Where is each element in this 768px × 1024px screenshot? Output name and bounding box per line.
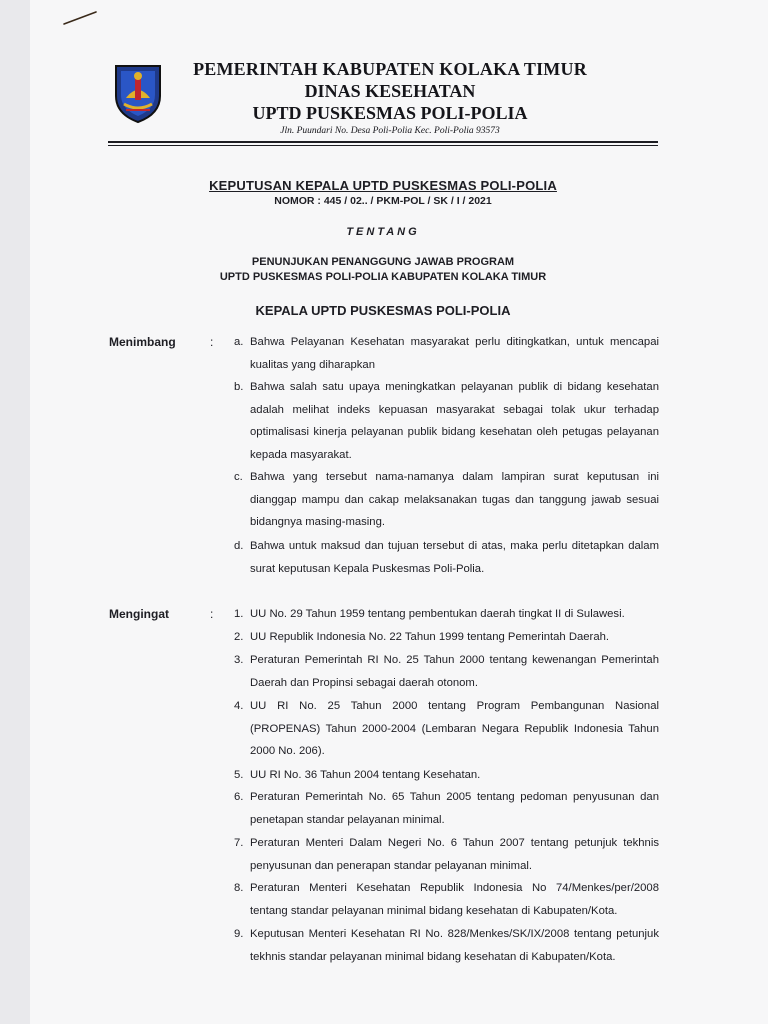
- list-text: Peraturan Pemerintah No. 65 Tahun 2005 tentang pedoman penyusunan dan penetapan standar pelayanan minimal.: [250, 791, 659, 826]
- letterhead-government: PEMERINTAH KABUPATEN KOLAKA TIMUR: [193, 59, 587, 79]
- decree-subject-line2: UPTD PUSKESMAS POLI-POLIA KABUPATEN KOLAKA TIMUR: [219, 271, 547, 283]
- list-text: Peraturan Menteri Dalam Negeri No. 6 Tahun 2007 tentang petunjuk tekhnis penyusunan dan penerapan standar pelayanan minimal.: [250, 837, 659, 872]
- list-item: [234, 376, 659, 466]
- list-item: [234, 466, 659, 534]
- list-marker: d.: [234, 540, 244, 552]
- list-text: UU RI No. 25 Tahun 2000 tentang Program Pembangunan Nasional (PROPENAS) Tahun 2000-2004 (Lembaran Negara Republik Indonesia Tahun 2000 No. 206).: [250, 700, 659, 757]
- menimbang-label: Menimbang: [109, 335, 176, 349]
- list-item: [234, 764, 659, 787]
- list-item: [234, 832, 659, 877]
- letterhead-divider-thin: [108, 145, 658, 146]
- list-marker: 6.: [234, 791, 244, 803]
- list-text: Bahwa yang tersebut nama-namanya dalam lampiran surat keputusan ini dianggap mampu dan cakap melaksanakan tugas dan tanggung jawab sesuai bidangnya masing-masing.: [250, 471, 659, 528]
- list-item: [234, 877, 659, 922]
- list-marker: 5.: [234, 769, 244, 781]
- list-text: UU Republik Indonesia No. 22 Tahun 1999 tentang Pemerintah Daerah.: [250, 631, 610, 643]
- list-text: Peraturan Menteri Kesehatan Republik Indonesia No 74/Menkes/per/2008 tentang standar pelayanan minimal bidang kesehatan di Kabupaten/Kota.: [250, 882, 659, 917]
- list-item: [234, 649, 659, 694]
- decree-title: KEPUTUSAN KEPALA UPTD PUSKESMAS POLI-POLIA: [209, 178, 557, 193]
- list-marker: 1.: [234, 608, 244, 620]
- list-text: UU No. 29 Tahun 1959 tentang pembentukan daerah tingkat II di Sulawesi.: [250, 608, 625, 620]
- list-text: Keputusan Menteri Kesehatan RI No. 828/Menkes/SK/IX/2008 tentang petunjuk tekhnis standar pelayanan minimal bidang kesehatan di Kabupaten/Kota.: [250, 928, 659, 963]
- letterhead-department: DINAS KESEHATAN: [304, 81, 476, 101]
- kolaka-timur-emblem-icon: [112, 62, 164, 124]
- decree-issuer: KEPALA UPTD PUSKESMAS POLI-POLIA: [255, 303, 511, 318]
- list-item: [234, 535, 659, 580]
- list-marker: a.: [234, 336, 244, 348]
- list-text: Bahwa untuk maksud dan tujuan tersebut di atas, maka perlu ditetapkan dalam surat keputusan Kepala Puskesmas Poli-Polia.: [250, 540, 659, 575]
- mengingat-colon: :: [210, 607, 214, 621]
- list-marker: b.: [234, 381, 244, 393]
- pen-stroke-mark: [62, 8, 102, 28]
- list-item: [234, 331, 659, 376]
- list-item: [234, 603, 659, 626]
- list-marker: c.: [234, 471, 243, 483]
- letterhead-divider: [108, 141, 658, 143]
- decree-about-label: TENTANG: [346, 226, 420, 238]
- list-text: Peraturan Pemerintah RI No. 25 Tahun 2000 tentang kewenangan Pemerintah Daerah dan Propinsi sebagai daerah otonom.: [250, 654, 659, 689]
- list-marker: 9.: [234, 928, 244, 940]
- letterhead-unit: UPTD PUSKESMAS POLI-POLIA: [252, 103, 528, 123]
- decree-number: NOMOR : 445 / 02.. / PKM-POL / SK / I / 2021: [274, 195, 492, 207]
- list-marker: 2.: [234, 631, 244, 643]
- list-marker: 7.: [234, 837, 244, 849]
- list-item: [234, 923, 659, 968]
- menimbang-colon: :: [210, 335, 214, 349]
- decree-subject-line1: PENUNJUKAN PENANGGUNG JAWAB PROGRAM: [251, 256, 515, 268]
- list-marker: 4.: [234, 700, 244, 712]
- letterhead-address: Jln. Puundari No. Desa Poli-Polia Kec. Poli-Polia 93573: [280, 126, 500, 136]
- letterhead: [170, 58, 610, 138]
- list-text: Bahwa Pelayanan Kesehatan masyarakat perlu ditingkatkan, untuk mencapai kualitas yang diharapkan: [250, 336, 659, 371]
- list-item: [234, 786, 659, 831]
- list-text: UU RI No. 36 Tahun 2004 tentang Kesehatan.: [250, 769, 481, 781]
- list-item: [234, 695, 659, 763]
- list-marker: 3.: [234, 654, 244, 666]
- list-text: Bahwa salah satu upaya meningkatkan pelayanan publik di bidang kesehatan adalah melihat indeks kepuasan masyarakat sebagai tolak ukur terhadap optimalisasi kinerja pelayanan publik bidang kesehatan oleh petugas pelayanan kepada masyarakat.: [250, 381, 659, 461]
- list-marker: 8.: [234, 882, 244, 894]
- list-item: [234, 626, 659, 649]
- mengingat-label: Mengingat: [109, 607, 169, 621]
